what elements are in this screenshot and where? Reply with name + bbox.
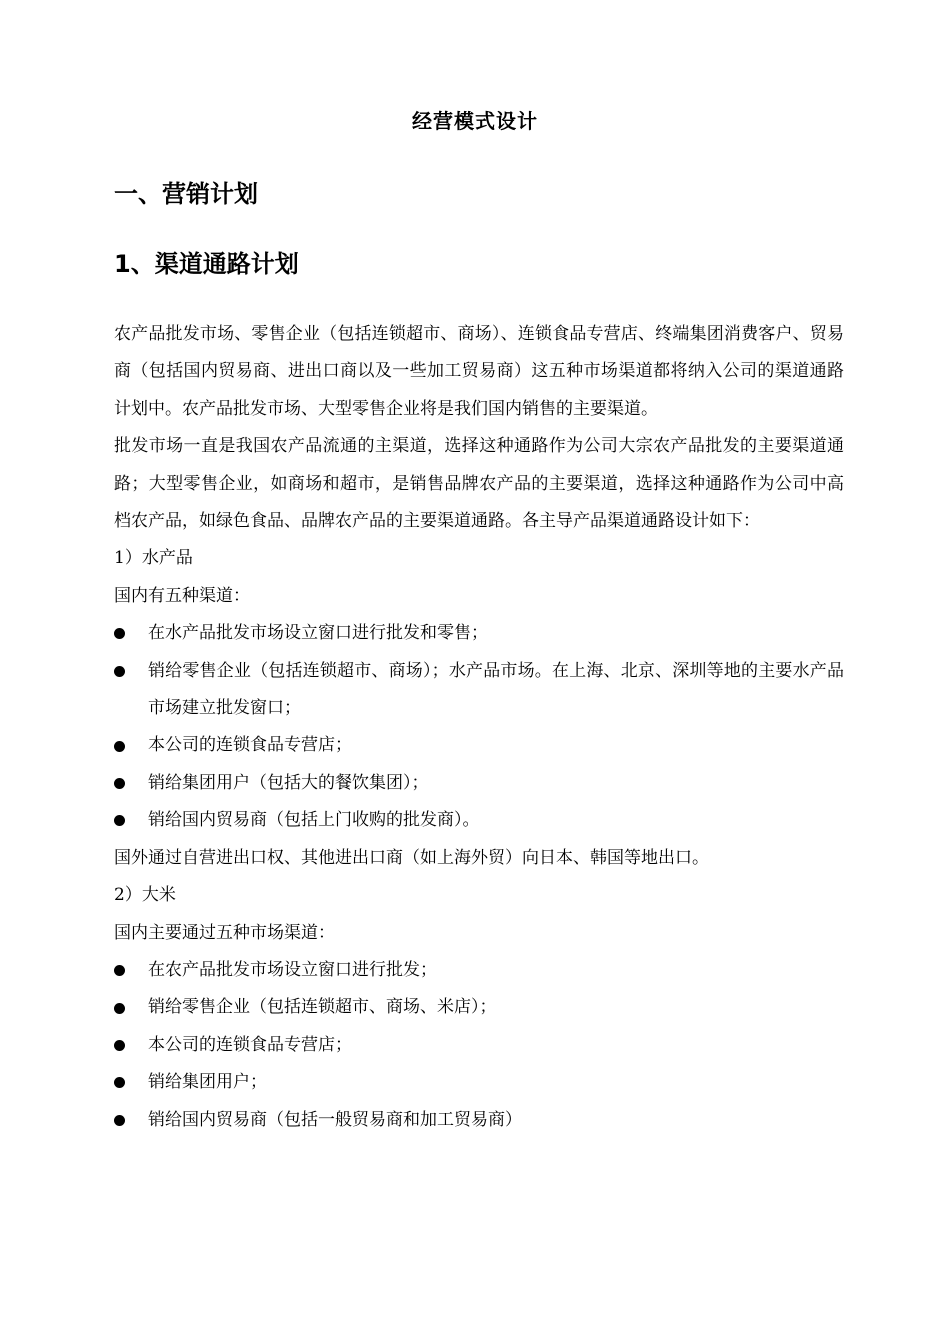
bullet-icon bbox=[114, 615, 148, 652]
bullet-icon bbox=[114, 952, 148, 989]
bullet-icon bbox=[114, 1027, 148, 1064]
list-item bbox=[114, 1064, 844, 1101]
list-item-text: 销给国内贸易商（包括上门收购的批发商）。 bbox=[148, 810, 480, 831]
bullet-icon bbox=[114, 989, 148, 1026]
paragraph: 农产品批发市场、零售企业（包括连锁超市、商场）、连锁食品专营店、终端集团消费客户、贸易商（包括国内贸易商、进出口商以及一些加工贸易商）这五种市场渠道都将纳入公司的渠道通路计划中。农产品批发市场、大型零售企业将是我们国内销售的主要渠道。 bbox=[114, 324, 844, 419]
list-item-text: 销给零售企业（包括连锁超市、商场、米店）； bbox=[148, 997, 497, 1018]
foreign-channels: 国外通过自营进出口权、其他进出口商（如上海外贸）向日本、韩国等地出口。 bbox=[114, 847, 709, 868]
document-body bbox=[114, 316, 844, 1139]
list-item-text: 在水产品批发市场设立窗口进行批发和零售； bbox=[148, 623, 488, 644]
bullet-icon bbox=[114, 765, 148, 802]
list-item bbox=[114, 989, 844, 1026]
subsection-heading: 1、渠道通路计划 bbox=[114, 250, 299, 278]
list-item-text: 销给集团用户； bbox=[148, 1072, 267, 1093]
domestic-intro: 国内有五种渠道： bbox=[114, 585, 250, 606]
section-heading: 一、营销计划 bbox=[114, 180, 258, 208]
paragraph: 批发市场一直是我国农产品流通的主渠道，选择这种通路作为公司大宗农产品批发的主要渠道通路；大型零售企业，如商场和超市，是销售品牌农产品的主要渠道，选择这种通路作为公司中高档农产品，如绿色食品、品牌农产品的主要渠道通路。各主导产品渠道通路设计如下： bbox=[114, 436, 844, 532]
bullet-icon bbox=[114, 653, 148, 690]
bullet-icon bbox=[114, 727, 148, 764]
list-item bbox=[114, 765, 844, 802]
domestic-intro: 国内主要通过五种市场渠道： bbox=[114, 922, 335, 943]
list-item-text: 销给集团用户（包括大的餐饮集团）； bbox=[148, 772, 429, 793]
list-item bbox=[114, 952, 844, 989]
product-label-aquatic: 1）水产品 bbox=[114, 548, 193, 569]
document-title: 经营模式设计 bbox=[412, 109, 538, 133]
list-item bbox=[114, 802, 844, 839]
list-item bbox=[114, 615, 844, 652]
list-item bbox=[114, 653, 844, 728]
list-item bbox=[114, 727, 844, 764]
list-item-text: 在农产品批发市场设立窗口进行批发； bbox=[148, 959, 437, 980]
bullet-icon bbox=[114, 1102, 148, 1139]
list-item bbox=[114, 1102, 844, 1139]
list-item-text: 销给国内贸易商（包括一般贸易商和加工贸易商） bbox=[148, 1109, 522, 1130]
list-item-text: 销给零售企业（包括连锁超市、商场）；水产品市场。在上海、北京、深圳等地的主要水产品市场建立批发窗口； bbox=[148, 660, 844, 719]
product-label-rice: 2）大米 bbox=[114, 885, 176, 906]
list-item-text: 本公司的连锁食品专营店； bbox=[148, 735, 352, 756]
list-item-text: 本公司的连锁食品专营店； bbox=[148, 1034, 352, 1055]
list-item bbox=[114, 1027, 844, 1064]
bullet-icon bbox=[114, 1064, 148, 1101]
bullet-icon bbox=[114, 802, 148, 839]
